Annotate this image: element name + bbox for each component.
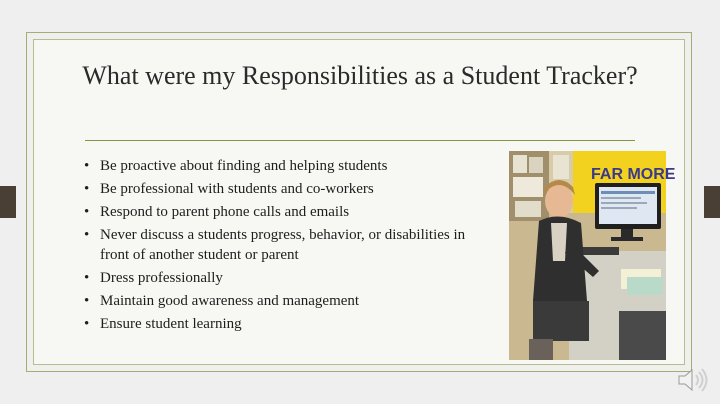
bullet-item: • Be proactive about finding and helping students [80, 156, 490, 176]
bullet-item: • Dress professionally [80, 268, 490, 288]
bullet-item: • Ensure student learning [80, 314, 490, 334]
right-tab-decoration [704, 186, 720, 218]
bullet-item: • Be professional with students and co-workers [80, 179, 490, 199]
bullet-item: • Never discuss a students progress, behavior, or disabilities in front of another student or parent [80, 225, 490, 265]
poster-text: FAR MORE [591, 166, 676, 183]
speaker-icon[interactable] [676, 366, 712, 394]
left-tab-decoration [0, 186, 16, 218]
bullet-list [80, 156, 490, 337]
bullet-item: • Respond to parent phone calls and emails [80, 202, 490, 222]
bullet-item: • Maintain good awareness and management [80, 291, 490, 311]
photo-person-at-desk [509, 151, 676, 360]
slide-title: What were my Responsibilities as a Student Tracker? [82, 61, 638, 90]
title-underline [85, 140, 635, 141]
